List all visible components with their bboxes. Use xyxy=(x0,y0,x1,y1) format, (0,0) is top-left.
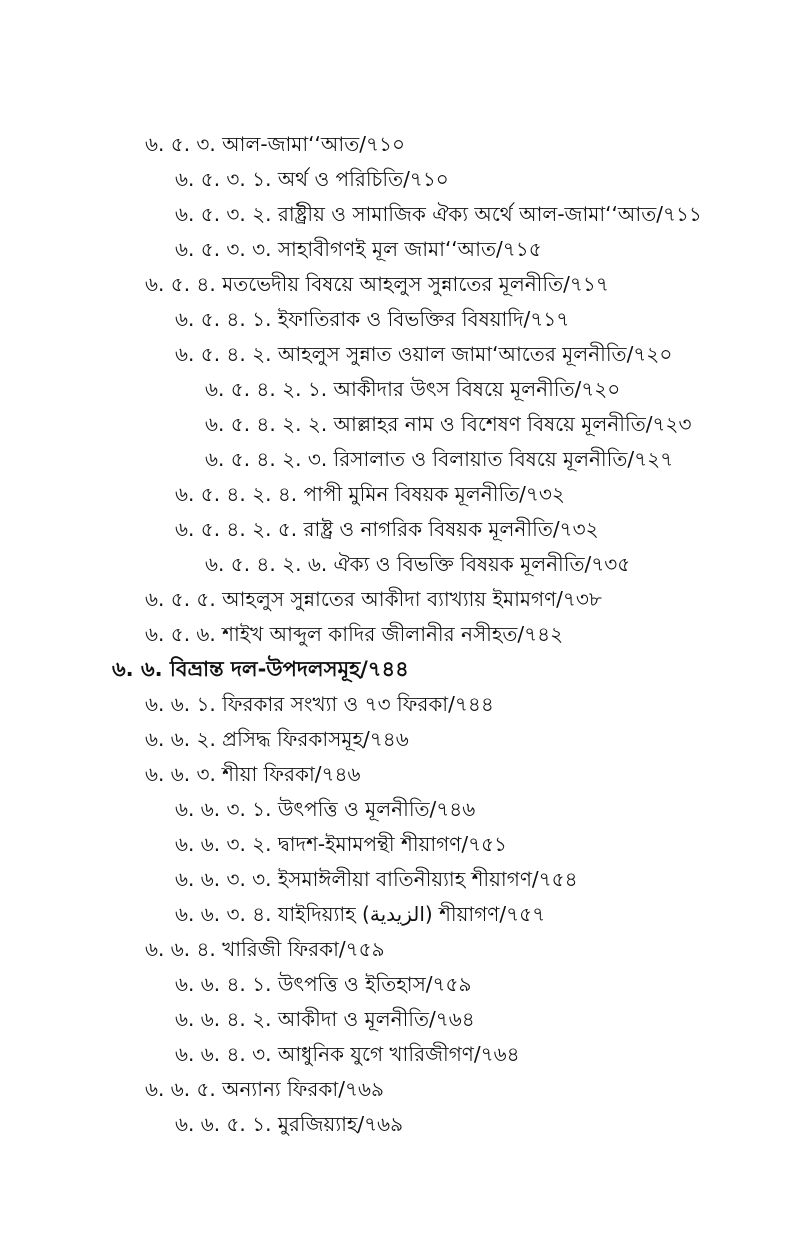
toc-section-heading: ৬. ৬. বিভ্রান্ত দল-উপদলসমূহ/৭৪৪ xyxy=(112,657,409,681)
toc-entry: ৬. ৫. ৪. ২. ৩. রিসালাত ও বিলায়াত বিষয়ে মূলনীতি/৭২৭ xyxy=(205,447,674,471)
toc-entry: ৬. ৬. ৫. অন্যান্য ফিরকা/৭৬৯ xyxy=(145,1077,384,1101)
toc-entry: ৬. ৬. ৩. ৩. ইসমাঈলীয়া বাতিনীয়্যাহ শীয়াগণ/৭৫৪ xyxy=(175,867,578,891)
toc-entry: ৬. ৫. ৪. ২. ২. আল্লাহর নাম ও বিশেষণ বিষয়ে মূলনীতি/৭২৩ xyxy=(205,412,692,436)
toc-entry: ৬. ৫. ৪. ২. ৫. রাষ্ট্র ও নাগরিক বিষয়ক মূলনীতি/৭৩২ xyxy=(175,517,599,541)
toc-entry: ৬. ৫. ৩. ১. অর্থ ও পরিচিতি/৭১০ xyxy=(175,167,449,191)
toc-entry: ৬. ৫. ৬. শাইখ আব্দুল কাদির জীলানীর নসীহত/৭৪২ xyxy=(145,622,564,646)
toc-entry: ৬. ৬. ৩. ৪. যাইদিয়্যাহ (الزيدية) শীয়াগণ/৭৫৭ xyxy=(175,902,546,926)
toc-entry: ৬. ৬. ৪. খারিজী ফিরকা/৭৫৯ xyxy=(145,937,385,961)
toc-entry: ৬. ৬. ৪. ২. আকীদা ও মূলনীতি/৭৬৪ xyxy=(175,1007,475,1031)
toc-entry: ৬. ৫. ৪. ২. ৪. পাপী মুমিন বিষয়ক মূলনীতি/৭৩২ xyxy=(175,482,565,506)
toc-entry: ৬. ৫. ৪. ১. ইফাতিরাক ও বিভক্তির বিষয়াদি/৭১৭ xyxy=(175,307,570,331)
toc-entry: ৬. ৬. ৪. ৩. আধুনিক যুগে খারিজীগণ/৭৬৪ xyxy=(175,1042,520,1066)
toc-entry: ৬. ৫. ৪. ২. আহলুস সুন্নাত ওয়াল জামা‘আতের মূলনীতি/৭২০ xyxy=(175,342,673,366)
toc-entry: ৬. ৫. ৩. আল-জামা‘‘আত/৭১০ xyxy=(145,132,405,156)
toc-entry: ৬. ৬. ৩. ২. দ্বাদশ-ইমামপন্থী শীয়াগণ/৭৫১ xyxy=(175,832,508,856)
toc-entry: ৬. ৫. ৩. ৩. সাহাবীগণই মূল জামা‘‘আত/৭১৫ xyxy=(175,237,542,261)
toc-entry: ৬. ৫. ৪. মতভেদীয় বিষয়ে আহলুস সুন্নাতের মূলনীতি/৭১৭ xyxy=(145,272,609,296)
toc-entry: ৬. ৫. ৪. ২. ৬. ঐক্য ও বিভক্তি বিষয়ক মূলনীতি/৭৩৫ xyxy=(205,552,631,576)
toc-entry: ৬. ৬. ৫. ১. মুরজিয়্যাহ/৭৬৯ xyxy=(175,1112,404,1136)
toc-entry: ৬. ৬. ১. ফিরকার সংখ্যা ও ৭৩ ফিরকা/৭৪৪ xyxy=(145,692,494,716)
toc-entry: ৬. ৬. ৪. ১. উৎপত্তি ও ইতিহাস/৭৫৯ xyxy=(175,972,472,996)
toc-entry: ৬. ৬. ৩. শীয়া ফিরকা/৭৪৬ xyxy=(145,762,361,786)
toc-entry: ৬. ৬. ৩. ১. উৎপত্তি ও মূলনীতি/৭৪৬ xyxy=(175,797,476,821)
toc-entry: ৬. ৫. ৪. ২. ১. আকীদার উৎস বিষয়ে মূলনীতি/৭২০ xyxy=(205,377,621,401)
toc-entry: ৬. ৫. ৩. ২. রাষ্ট্রীয় ও সামাজিক ঐক্য অর্থে আল-জামা‘‘আত/৭১১ xyxy=(175,202,702,226)
toc-entry: ৬. ৬. ২. প্রসিদ্ধ ফিরকাসমূহ/৭৪৬ xyxy=(145,727,409,751)
toc-entry: ৬. ৫. ৫. আহলুস সুন্নাতের আকীদা ব্যাখ্যায় ইমামগণ/৭৩৮ xyxy=(145,587,602,611)
